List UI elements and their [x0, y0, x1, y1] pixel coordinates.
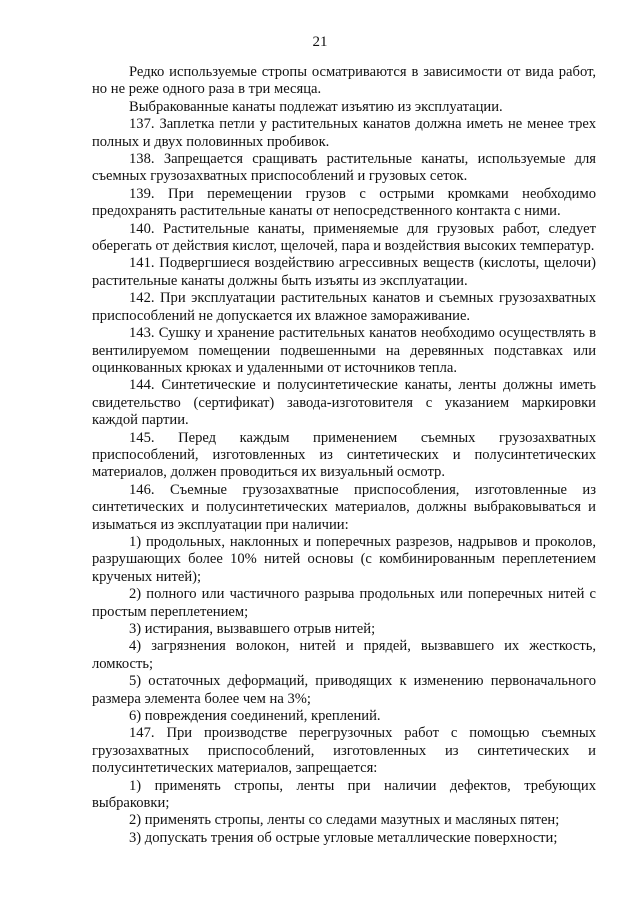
paragraph: 147. При производстве перегрузочных работ с помощью съемных грузозахватных приспособлений, изготовленных из синтетических и полусинтетических материалов, запрещается: [92, 725, 596, 777]
list-item: 6) повреждения соединений, креплений. [129, 708, 381, 725]
list-item: 2) применять стропы, ленты со следами мазутных и масляных пятен; [129, 812, 560, 829]
paragraph: 146. Съемные грузозахватные приспособления, изготовленные из синтетических и полусинтетических материалов, должны выбраковываться и изыматься из эксплуатации при наличии: [92, 481, 596, 533]
paragraph: 138. Запрещается сращивать растительные канаты, используемые для съемных грузозахватных приспособлений и грузовых сеток. [92, 151, 596, 185]
paragraph: 143. Сушку и хранение растительных канатов необходимо осуществлять в вентилируемом помещении подвешенными на деревянных подставках или оцинкованных крюках и удаленными от источников тепла. [92, 325, 596, 376]
list-item: 2) полного или частичного разрыва продольных или поперечных нитей с простым переплетением; [92, 586, 596, 620]
list-item: 3) допускать трения об острые угловые металлические поверхности; [129, 829, 558, 846]
paragraph: Редко используемые стропы осматриваются в зависимости от вида работ, но не реже одного раза в три месяца. [92, 64, 596, 98]
list-item: 3) истирания, вызвавшего отрыв нитей; [129, 621, 376, 637]
paragraph: Выбракованные канаты подлежат изъятию из эксплуатации. [129, 98, 503, 115]
paragraph: 139. При перемещении грузов с острыми кромками необходимо предохранять растительные канаты от непосредственного контакта с ними. [92, 185, 596, 220]
paragraph: 140. Растительные канаты, применяемые для грузовых работ, следует оберегать от действия кислот, щелочей, пара и воздействия высоких температур. [92, 220, 596, 255]
paragraph: 145. Перед каждым применением съемных грузозахватных приспособлений, изготовленных из синтетических и полусинтетических материалов, должен проводиться их визуальный осмотр. [92, 429, 596, 481]
paragraph: 142. При эксплуатации растительных канатов и съемных грузозахватных приспособлений не допускается их влажное замораживание. [92, 290, 596, 324]
list-item: 5) остаточных деформаций, приводящих к изменению первоначального размера элемента более чем на 3%; [92, 673, 596, 707]
list-item: 1) применять стропы, ленты при наличии дефектов, требующих выбраковки; [92, 777, 596, 812]
document-body [92, 64, 596, 847]
paragraph: 144. Синтетические и полусинтетические канаты, ленты должны иметь свидетельство (сертификат) завода-изготовителя с указанием маркировки каждой партии. [92, 377, 596, 429]
paragraph: 137. Заплетка петли у растительных канатов должна иметь не менее трех полных и двух половинных пробивок. [92, 116, 596, 150]
page-number: 21 [312, 34, 328, 50]
list-item: 4) загрязнения волокон, нитей и прядей, вызвавшего их жесткость, ломкость; [92, 638, 596, 672]
paragraph: 141. Подвергшиеся воздействию агрессивных веществ (кислоты, щелочи) растительные канаты должны быть изъяты из эксплуатации. [92, 255, 596, 289]
list-item: 1) продольных, наклонных и поперечных разрезов, надрывов и проколов, разрушающих более 10% нитей основы (с комбинированным переплетением крученых нитей); [92, 533, 596, 585]
